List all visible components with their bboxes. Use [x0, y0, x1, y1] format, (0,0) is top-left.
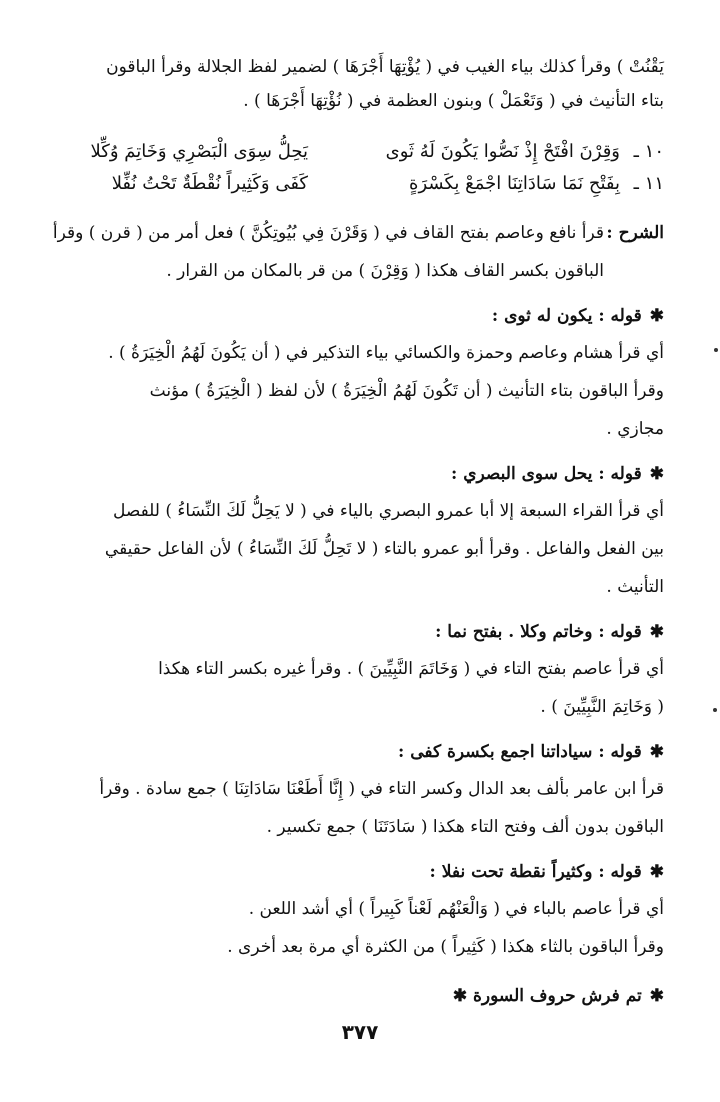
section-heading	[48, 298, 664, 334]
intro-paragraph	[48, 50, 664, 118]
section-line: الباقون بدون ألف وفتح التاء هكذا ( سَادَتَنَا ) جمع تكسير .	[266, 817, 664, 837]
verse-first-hemistich: وَقِرْنَ افْتَحْ إِذْ نَصُّوا يَكُونَ لَهُ ثَوى	[385, 141, 620, 162]
section-line: مجازي .	[606, 419, 664, 439]
section-line: أي قرأ القراء السبعة إلا أبا عمرو البصري بالياء في ( لا يَحِلُّ لَكَ النِّسَاءُ ) للفصل	[112, 501, 664, 521]
intro-line-1: يَقْنُتْ ) وقرأ كذلك بياء الغيب في ( يُؤْتِهَا أَجْرَهَا ) لضمير لفظ الجلالة وقرأ الباقون	[106, 57, 664, 77]
verses-block	[48, 136, 664, 200]
star-bullet-icon: ✱	[649, 862, 664, 882]
sharh-label: الشرح :	[606, 223, 664, 243]
star-bullet-icon: ✱	[649, 742, 664, 762]
page-content	[48, 50, 664, 1033]
section-line: وقرأ الباقون بالثاء هكذا ( كَثِيراً ) من الكثرة أي مرة بعد أخرى .	[227, 937, 664, 957]
star-bullet-icon: ✱	[649, 622, 664, 642]
section-heading	[48, 614, 664, 650]
scan-speck	[713, 708, 717, 712]
section-sadatina	[48, 734, 664, 846]
section-line: أي قرأ هشام وعاصم وحمزة والكسائي بياء التذكير في ( أن يَكُونَ لَهُمُ الْخِيَرَةُ ) .	[108, 343, 664, 363]
sharh-block	[48, 214, 664, 290]
sharh-line-1: قرأ نافع وعاصم بفتح القاف في ( وَقَرْنَ فِي بُيُوتِكُنَّ ) فعل أمر من ( قرن ) وقرأ	[52, 223, 604, 243]
heading-text: قوله : وخاتم وكلا . بفتح نما :	[435, 622, 642, 642]
verse-second-hemistich: كَفَى وَكَثِيراً نُقْطَةٌ تَحْتُ نُفِّلا	[111, 173, 308, 194]
closing-line	[48, 976, 664, 1016]
scan-speck	[714, 348, 718, 352]
section-line: أي قرأ عاصم بفتح التاء في ( وَخَاتَمَ النَّبِيِّينَ ) . وقرأ غيره بكسر التاء هكذا	[158, 659, 664, 679]
section-yahillu	[48, 456, 664, 606]
star-bullet-icon: ✱	[649, 464, 664, 484]
page-number: ٣٧٧	[341, 1020, 379, 1044]
section-line: وقرأ الباقون بتاء التأنيث ( أن تَكُونَ لَهُمُ الْخِيَرَةُ ) لأن لفظ ( الْخِيَرَةُ ) مؤنث	[149, 381, 664, 401]
verse-11	[48, 168, 664, 200]
section-line: التأنيث .	[606, 577, 664, 597]
verse-second-hemistich: يَحِلُّ سِوَى الْبَصْرِي وَخَاتِمَ وُكِّلا	[90, 141, 308, 162]
section-heading	[48, 734, 664, 770]
intro-line-2: بتاء التأنيث في ( وَتَعْمَلْ ) وبنون العظمة في ( نُؤْتِهَا أَجْرَهَا ) .	[243, 91, 664, 111]
sharh-body	[48, 214, 604, 290]
star-bullet-icon: ✱	[649, 306, 664, 326]
section-line: أي قرأ عاصم بالباء في ( وَالْعَنْهُم لَعْناً كَبِيراً ) أي أشد اللعن .	[248, 899, 664, 919]
verse-number: ١٠ ـ	[633, 141, 664, 162]
section-heading	[48, 854, 664, 890]
section-line: ( وَخَاتِمَ النَّبِيِّينَ ) .	[540, 697, 664, 717]
heading-text: قوله : سياداتنا اجمع بكسرة كفى :	[398, 742, 642, 762]
verse-number: ١١ ـ	[633, 173, 664, 194]
verse-first-hemistich: بِفَتْحِ نَمَا سَادَاتِنَا اجْمَعْ بِكَسْرَةٍ	[409, 173, 620, 194]
heading-text: قوله : يكون له ثوى :	[491, 306, 642, 326]
section-kathiran	[48, 854, 664, 966]
heading-text: قوله : يحل سوى البصري :	[451, 464, 642, 484]
section-line: قرأ ابن عامر بألف بعد الدال وكسر التاء في ( إِنَّا أَطَعْنَا سَادَاتِنَا ) جمع سادة . وقرأ	[99, 779, 664, 799]
star-bullet-icon: ✱	[452, 986, 468, 1006]
heading-text: قوله : وكثيراً نقطة تحت نفلا :	[429, 862, 642, 882]
section-heading	[48, 456, 664, 492]
star-bullet-icon: ✱	[649, 986, 664, 1006]
closing-text: تم فرش حروف السورة	[473, 986, 642, 1006]
section-line: بين الفعل والفاعل . وقرأ أبو عمرو بالتاء ( لا تَحِلُّ لَكَ النِّسَاءُ ) لأن الفاعل حقيقي	[104, 539, 664, 559]
section-khatam	[48, 614, 664, 726]
sharh-line-2: الباقون بكسر القاف هكذا ( وَقِرْنَ ) من قر بالمكان من القرار .	[166, 261, 604, 281]
verse-10	[48, 136, 664, 168]
section-yakun	[48, 298, 664, 448]
